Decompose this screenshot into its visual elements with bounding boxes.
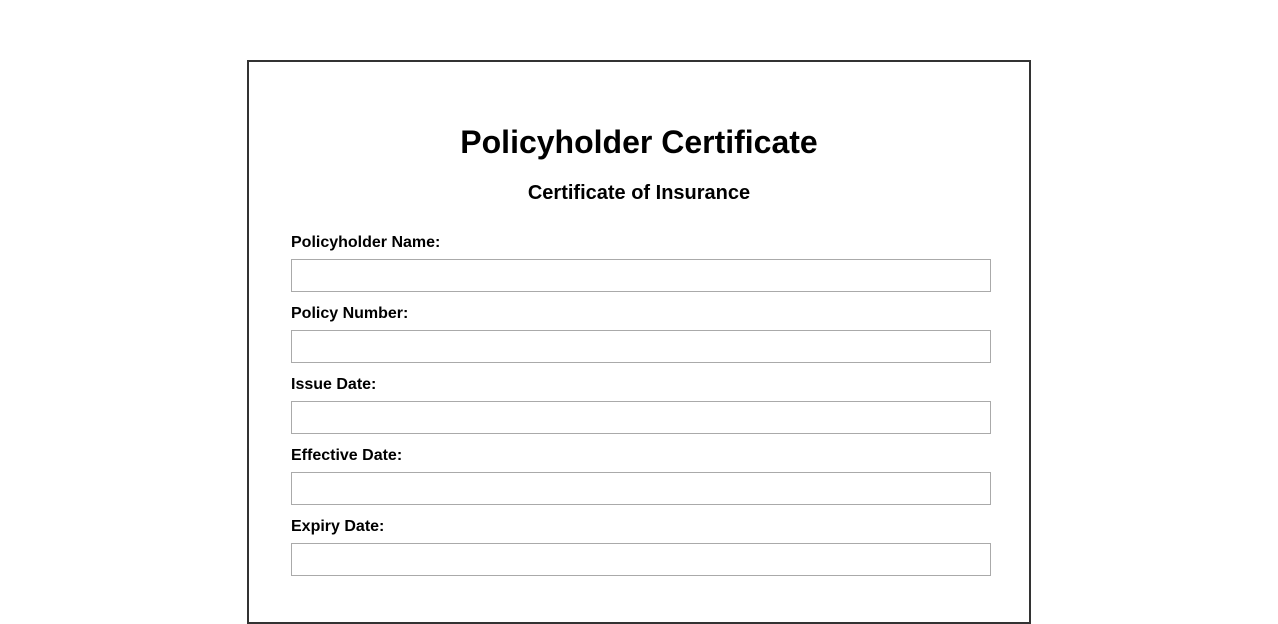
field-policy-number	[289, 305, 989, 376]
certificate-panel	[247, 60, 1031, 624]
issue-date-input[interactable]	[291, 401, 991, 434]
issue-date-label: Issue Date:	[291, 376, 377, 393]
field-effective-date	[289, 447, 989, 518]
field-issue-date	[289, 376, 989, 447]
certificate-form	[289, 234, 989, 589]
field-expiry-date	[289, 518, 989, 589]
policyholder-name-label: Policyholder Name:	[291, 234, 441, 251]
page-title: Policyholder Certificate	[460, 124, 818, 160]
field-policyholder-name	[289, 234, 989, 305]
certificate-subtitle: Certificate of Insurance	[527, 182, 751, 204]
expiry-date-input[interactable]	[291, 543, 991, 576]
policy-number-label: Policy Number:	[291, 305, 409, 322]
policy-number-input[interactable]	[291, 330, 991, 363]
effective-date-label: Effective Date:	[291, 447, 403, 464]
effective-date-input[interactable]	[291, 472, 991, 505]
expiry-date-label: Expiry Date:	[291, 518, 385, 535]
policyholder-name-input[interactable]	[291, 259, 991, 292]
